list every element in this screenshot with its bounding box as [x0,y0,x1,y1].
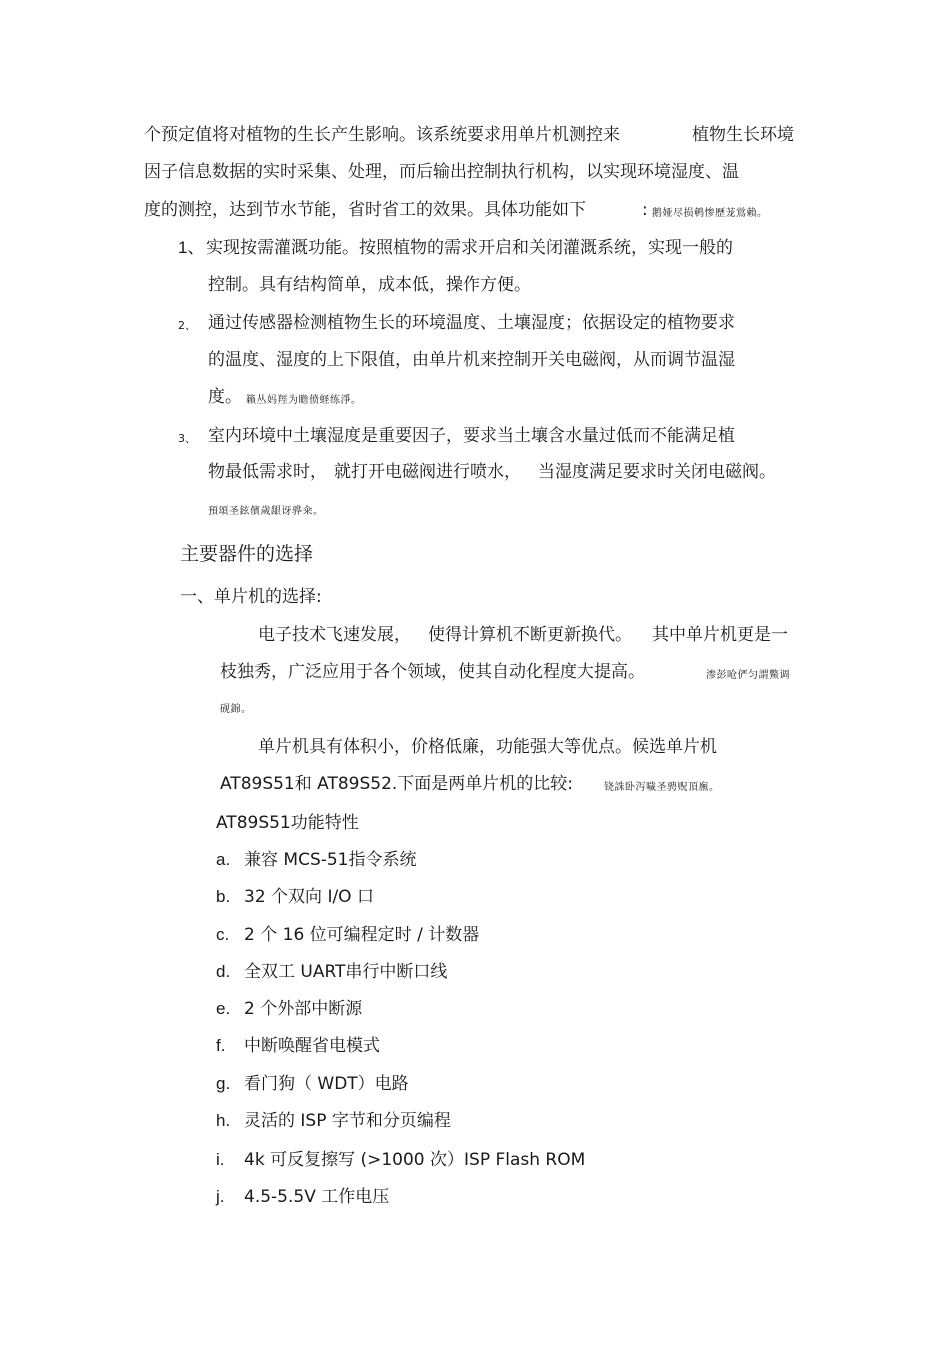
section-title: 主要器件的选择 [180,543,314,565]
intro-line-3: 度的测控，达到节水节能，省时省工的效果。具体功能如下 [144,200,586,220]
para1-line-1a: 电子技术飞速发展， [258,625,411,645]
para1-noise-text-2: 砚錦。 [220,704,252,715]
func3-noise-text: 預頌圣鉉儐歲龈讶骅籴。 [208,506,324,517]
func3-line-1: 室内环境中土壤湿度是重要因子，要求当土壤含水量过低而不能满足植 [208,426,735,446]
feature-text: 32 个双向 I/O 口 [244,887,374,907]
func3-line-2b: 就打开电磁阀进行喷水， [334,462,521,482]
intro-line-1a: 个预定值将对植物的生长产生影响。该系统要求用单片机测控来 [144,125,620,145]
feature-text: 灵活的 ISP 字节和分页编程 [244,1111,451,1131]
func2-noise-text: 籟丛妈羥为瞻偾蛏练淨。 [246,395,362,406]
feature-label: e. [216,999,231,1018]
func1-line-2: 控制。具有结构简单，成本低，操作方便。 [208,275,531,295]
func1-line-1: 实现按需灌溉功能。按照植物的需求开启和关闭灌溉系统，实现一般的 [206,238,733,258]
para2-noise-text: 铙誅卧泻噦圣骋贶頂廡。 [604,782,720,793]
feature-item [216,1110,451,1132]
feature-text: 2 个外部中断源 [244,999,363,1019]
section-subtitle: 一、单片机的选择: [180,587,322,607]
features-title: AT89S51功能特性 [216,813,359,833]
para2-line-2: AT89S51和 AT89S52.下面是两单片机的比较: [220,774,574,794]
feature-label: d. [216,962,231,981]
feature-label: a. [216,850,231,869]
feature-item [216,998,362,1020]
func2-line-2: 的温度、湿度的上下限值，由单片机来控制开关电磁阀，从而调节温湿 [208,350,735,370]
feature-item [216,924,479,946]
para1-line-1c: 其中单片机更是一 [652,625,788,645]
feature-item [216,1149,585,1171]
feature-label: c. [216,925,230,944]
func3-line-2a: 物最低需求时， [208,462,327,482]
intro-line-2: 因子信息数据的实时采集、处理，而后输出控制执行机构，以实现环境湿度、温 [144,162,739,182]
intro-line-1b: 植物生长环境 [692,125,794,145]
feature-text: 4k 可反复擦写 (>1000 次）ISP Flash ROM [244,1150,586,1170]
feature-item [216,849,417,871]
func2-line-1: 通过传感器检测植物生长的环境温度、土壤湿度；依据设定的植物要求 [208,313,735,333]
feature-text: 2 个 16 位可编程定时 / 计数器 [244,925,480,945]
para1-line-2: 枝独秀，广泛应用于各个领域，使其自动化程度大提高。 [220,662,645,682]
func3-number: 3、 [178,432,196,445]
feature-text: 中断唤醒省电模式 [244,1036,380,1056]
func2-line-3: 度。 [208,387,242,407]
func1-number: 1、 [178,238,205,257]
para2-line-1: 单片机具有体积小，价格低廉，功能强大等优点。候选单片机 [258,737,717,757]
intro-line-3-colon: : [642,200,648,220]
feature-label: b. [216,887,231,906]
feature-label: h. [216,1111,231,1130]
para1-line-1b: 使得计算机不断更新换代。 [428,625,632,645]
feature-item [216,1035,380,1057]
feature-label: j. [216,1187,225,1206]
feature-label: g. [216,1074,231,1093]
feature-item [216,1073,409,1095]
feature-text: 看门狗（ WDT）电路 [244,1074,409,1094]
feature-label: f. [216,1036,226,1055]
feature-label: i. [216,1150,225,1169]
feature-item [216,961,447,983]
para1-noise-text-1: 渗彭呛俨匀謂鱉调 [706,670,790,681]
feature-text: 4.5-5.5V 工作电压 [244,1187,390,1207]
feature-item [216,1186,389,1208]
feature-item [216,886,374,908]
feature-text: 兼容 MCS-51指令系统 [244,850,417,870]
func2-number: 2、 [178,319,196,332]
func3-line-2c: 当湿度满足要求时关闭电磁阀。 [538,462,776,482]
intro-noise-text: 鹅娅尽损鹌惨歷茏鴬賴。 [652,208,768,219]
feature-text: 全双工 UART串行中断口线 [244,962,448,982]
